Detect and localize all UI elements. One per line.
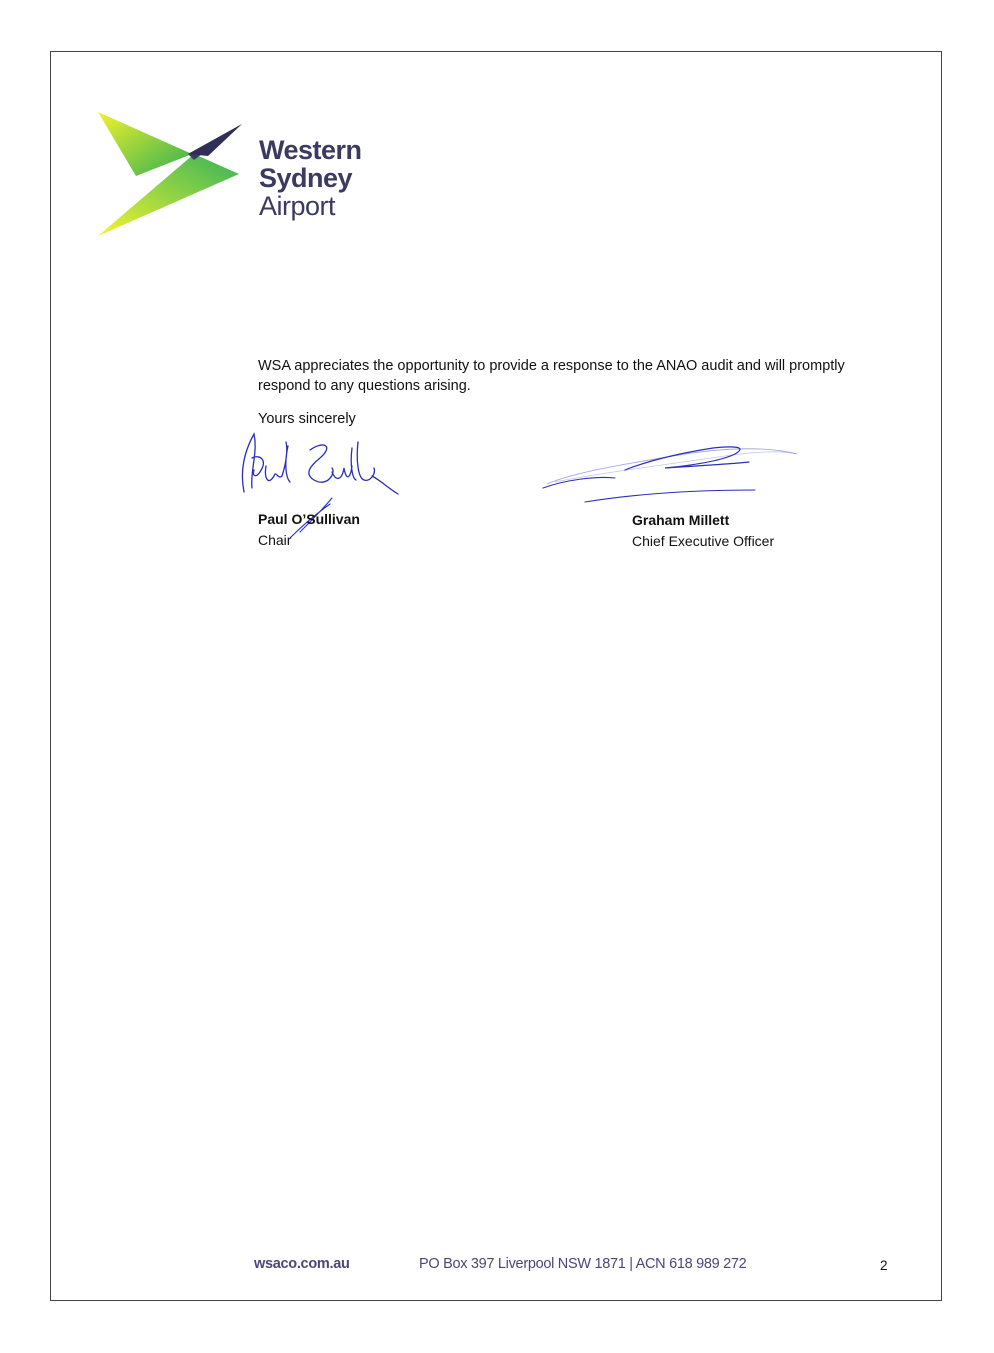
logo-wordmark [259, 136, 362, 220]
signatory-chair [258, 509, 360, 551]
letter-closing: Yours sincerely [258, 411, 356, 427]
letter-paragraph: WSA appreciates the opportunity to provide a response to the ANAO audit and will promptly respond to any questions arising. [258, 358, 845, 394]
logo-line-airport: Airport [259, 191, 336, 221]
logo-line-sydney: Sydney [259, 163, 353, 193]
logo-line-western: Western [259, 135, 362, 165]
footer-address: PO Box 397 Liverpool NSW 1871 | ACN 618 989 272 [419, 1256, 747, 1272]
airport-logo-mark-icon [96, 108, 246, 240]
signatory-title: Chief Executive Officer [632, 533, 775, 549]
page-footer [254, 1256, 747, 1272]
signatory-name: Paul O’Sullivan [258, 511, 360, 527]
signatory-name: Graham Millett [632, 512, 730, 528]
page-number: 2 [880, 1258, 888, 1273]
footer-website: wsaco.com.au [254, 1256, 350, 1272]
signature-graham-millett [535, 436, 805, 508]
signatory-title: Chair [258, 532, 292, 548]
western-sydney-airport-logo [96, 108, 386, 243]
signatory-ceo [632, 510, 774, 552]
